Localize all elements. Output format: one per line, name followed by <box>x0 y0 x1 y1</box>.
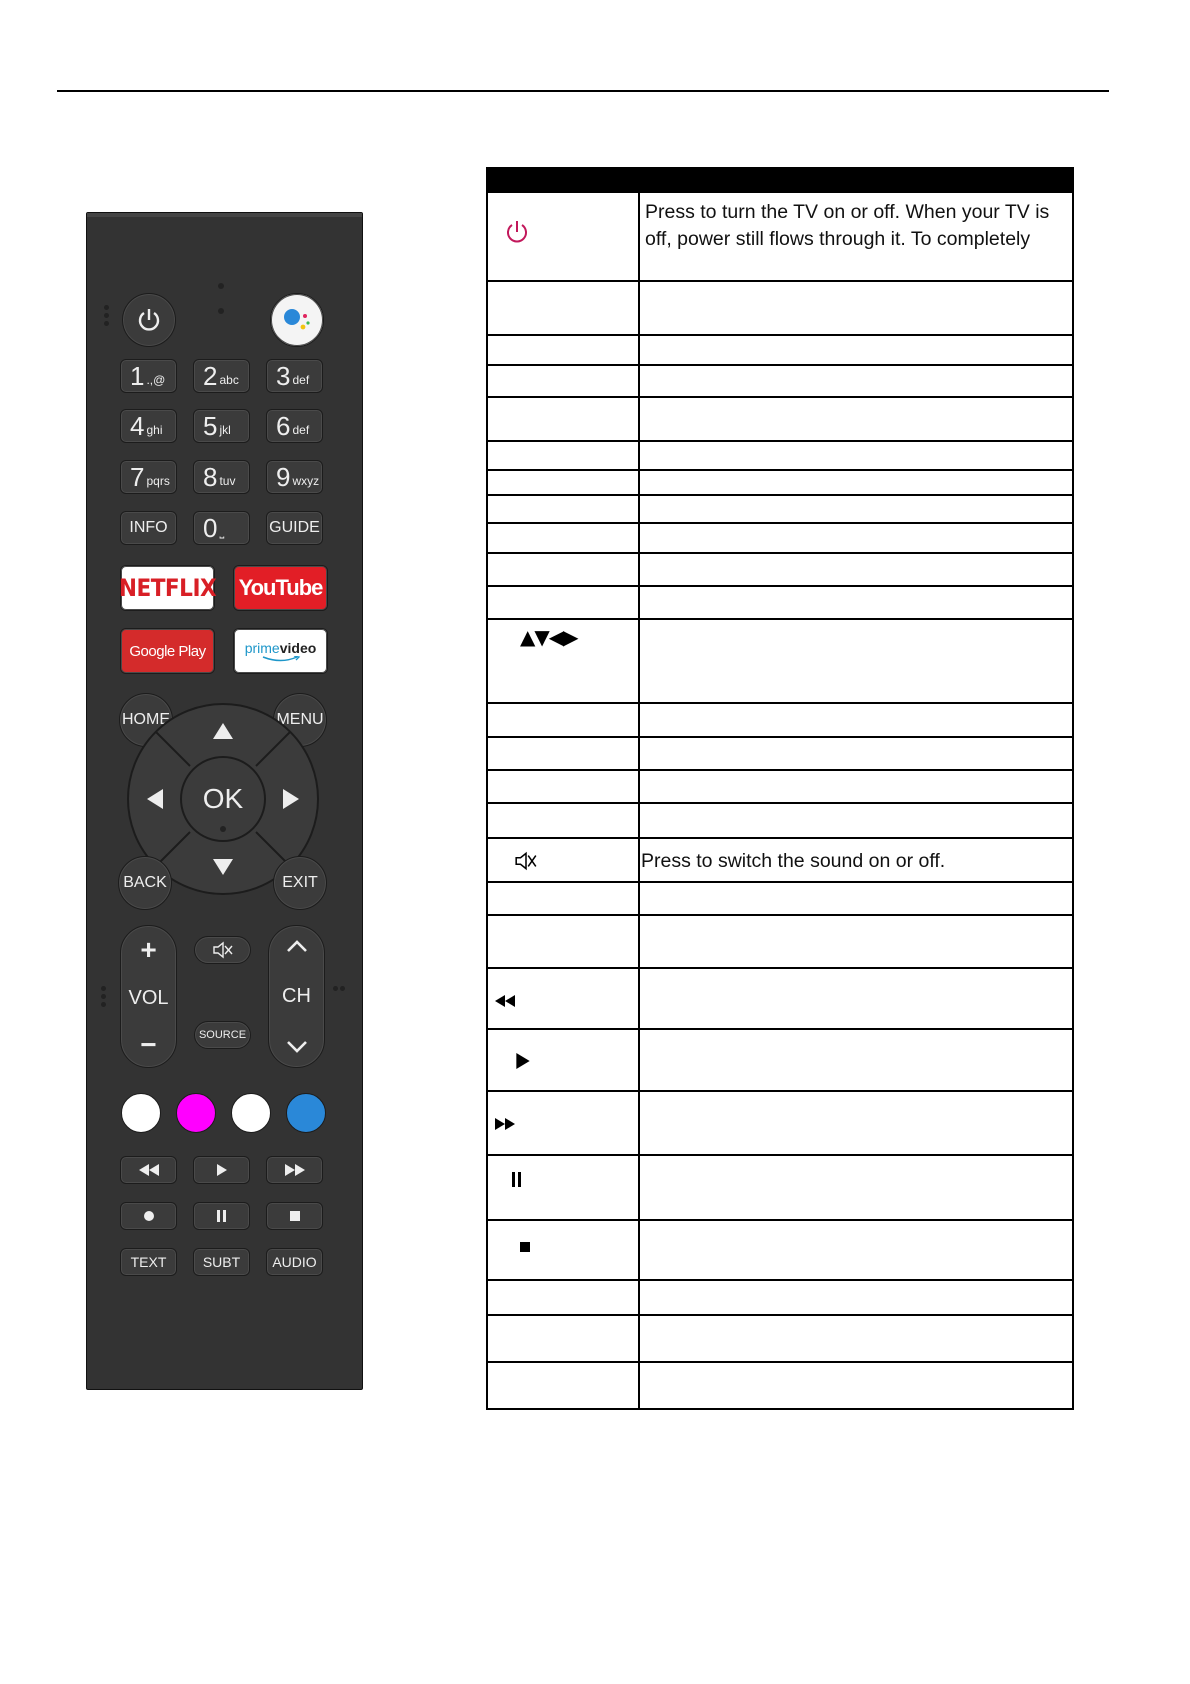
key-0[interactable]: 0 ⎵ <box>193 511 250 545</box>
mute-description: Press to switch the sound on or off. <box>641 850 946 872</box>
fast-forward-icon <box>494 1118 516 1130</box>
subtitle-button[interactable]: SUBT <box>193 1248 250 1276</box>
rewind-icon <box>494 995 516 1007</box>
fast-forward-icon <box>285 1164 305 1176</box>
key-9[interactable]: 9 wxyz <box>266 460 323 494</box>
mute-icon <box>212 941 234 959</box>
record-icon <box>143 1210 155 1222</box>
stop-button[interactable] <box>266 1202 323 1230</box>
assistant-icon <box>277 300 317 340</box>
stop-icon <box>520 1242 530 1252</box>
remote-control <box>86 212 363 1390</box>
google-play-button[interactable]: Google Play <box>120 628 215 674</box>
stop-icon <box>290 1211 300 1221</box>
sensor-dot <box>218 308 224 314</box>
minus-icon[interactable]: − <box>140 1029 157 1060</box>
chevron-down-icon[interactable] <box>285 1039 309 1055</box>
table-row <box>488 846 638 876</box>
table-row <box>488 1114 638 1134</box>
menu-button[interactable]: MENU <box>273 693 327 747</box>
youtube-button[interactable]: YouTube <box>233 565 328 611</box>
play-button[interactable] <box>193 1156 250 1184</box>
button-function-table <box>486 167 1074 1410</box>
exit-button[interactable]: EXIT <box>273 856 327 910</box>
table-row <box>488 1169 638 1189</box>
volume-rocker[interactable]: + VOL − <box>120 925 177 1068</box>
rewind-button[interactable] <box>120 1156 177 1184</box>
power-icon <box>504 219 530 245</box>
arrow-keys-icon: ▲▼◀▶ <box>520 625 578 649</box>
prime-video-button[interactable]: primevideo <box>233 628 328 674</box>
key-4[interactable]: 4 ghi <box>120 409 177 443</box>
mute-button[interactable] <box>194 936 251 964</box>
fast-forward-button[interactable] <box>266 1156 323 1184</box>
power-description: Press to turn the TV on or off. When your TV is off, power still flows through it. To completely <box>645 201 1050 250</box>
netflix-button[interactable]: NETFLIX <box>120 565 215 611</box>
home-button[interactable]: HOME <box>119 693 173 747</box>
key-2[interactable]: 2 abc <box>193 359 250 393</box>
channel-rocker[interactable]: CH <box>268 925 325 1068</box>
table-row <box>488 217 638 247</box>
google-assistant-button[interactable] <box>270 293 324 347</box>
text-button[interactable]: TEXT <box>120 1248 177 1276</box>
color-key-2[interactable] <box>176 1093 216 1133</box>
table-row <box>488 1237 638 1257</box>
rewind-icon <box>139 1164 159 1176</box>
table-row <box>488 991 638 1011</box>
back-button[interactable]: BACK <box>118 856 172 910</box>
key-6[interactable]: 6 def <box>266 409 323 443</box>
chevron-up-icon[interactable] <box>285 938 309 954</box>
color-key-4[interactable] <box>286 1093 326 1133</box>
pause-button[interactable] <box>193 1202 250 1230</box>
record-button[interactable] <box>120 1202 177 1230</box>
key-5[interactable]: 5 jkl <box>193 409 250 443</box>
play-icon <box>217 1164 227 1176</box>
play-icon <box>516 1053 530 1069</box>
sensor-dot <box>218 283 224 289</box>
header-rule <box>57 90 1109 92</box>
pause-icon <box>512 1172 522 1187</box>
table-header <box>488 169 1072 193</box>
key-1[interactable]: 1 .,@ <box>120 359 177 393</box>
mute-icon <box>514 851 538 871</box>
power-icon <box>136 307 162 333</box>
pause-icon <box>217 1210 227 1222</box>
source-button[interactable]: SOURCE <box>194 1021 251 1049</box>
key-7[interactable]: 7 pqrs <box>120 460 177 494</box>
ok-button[interactable]: OK <box>202 783 244 814</box>
plus-icon[interactable]: + <box>140 934 157 965</box>
smile-arrow-icon <box>261 656 301 662</box>
audio-button[interactable]: AUDIO <box>266 1248 323 1276</box>
table-row <box>488 1051 638 1071</box>
power-button[interactable] <box>122 293 176 347</box>
guide-button[interactable]: GUIDE <box>266 511 323 545</box>
color-key-1[interactable] <box>121 1093 161 1133</box>
key-3[interactable]: 3 def <box>266 359 323 393</box>
info-button[interactable]: INFO <box>120 511 177 545</box>
key-8[interactable]: 8 tuv <box>193 460 250 494</box>
color-key-3[interactable] <box>231 1093 271 1133</box>
